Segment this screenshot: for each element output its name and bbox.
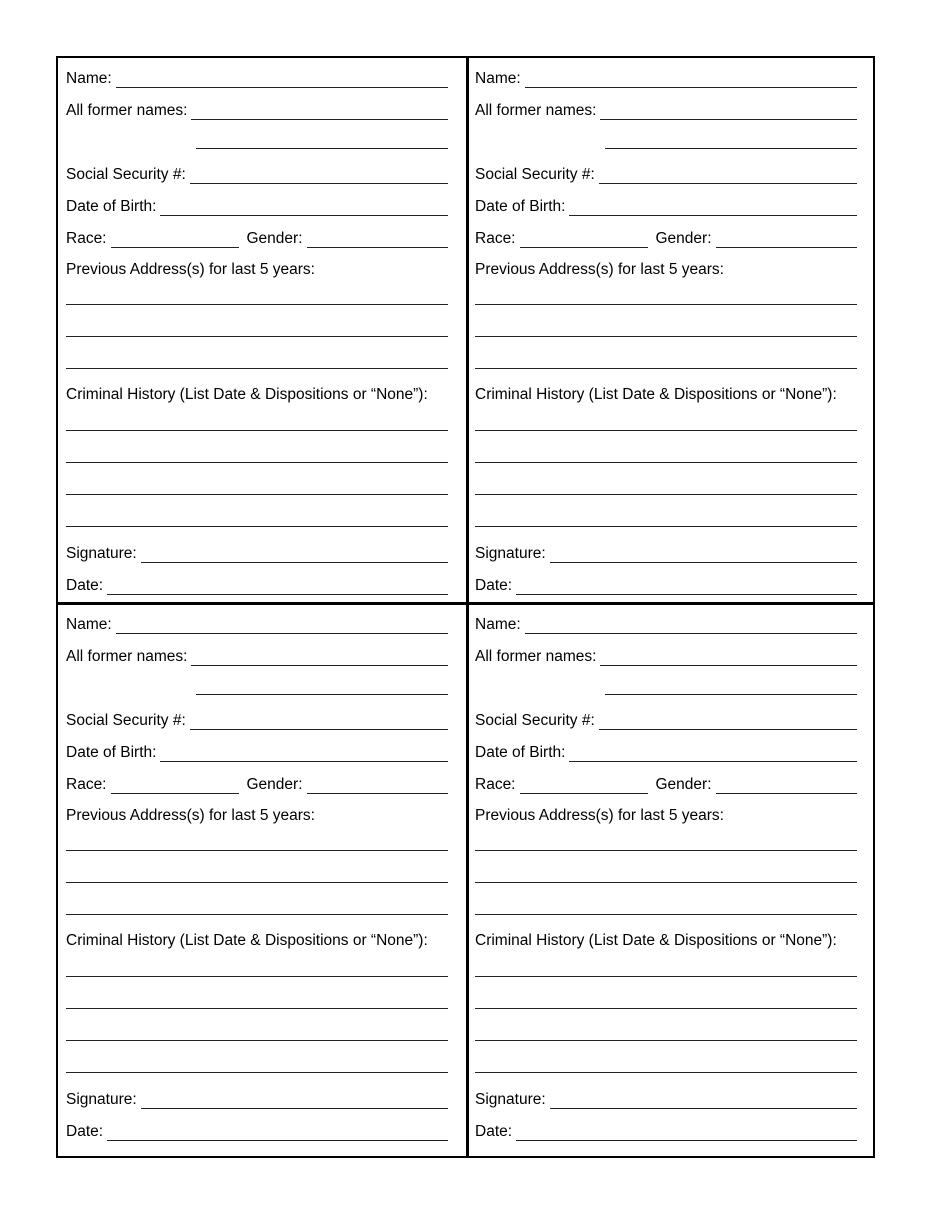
race-gender-row	[66, 774, 448, 794]
dob-label: Date of Birth:	[475, 198, 566, 215]
criminal-history-line-3[interactable]	[475, 494, 857, 495]
criminal-history-line-4[interactable]	[475, 526, 857, 527]
criminal-history-line-3[interactable]	[66, 494, 448, 495]
name-field[interactable]	[116, 617, 448, 634]
former-names-field[interactable]	[191, 649, 448, 666]
signature-row	[66, 543, 448, 563]
name-label: Name:	[475, 70, 521, 87]
name-field[interactable]	[116, 71, 448, 88]
former-names-label: All former names:	[66, 648, 188, 665]
date-row	[475, 575, 857, 595]
address-line-1[interactable]	[66, 304, 448, 305]
ssn-label: Social Security #:	[66, 712, 186, 729]
criminal-history-line-3[interactable]	[66, 1040, 448, 1041]
race-field[interactable]	[111, 777, 239, 794]
dob-field[interactable]	[569, 199, 857, 216]
race-field[interactable]	[520, 777, 648, 794]
signature-label: Signature:	[66, 545, 137, 562]
date-row	[66, 575, 448, 595]
dob-field[interactable]	[160, 199, 448, 216]
race-gender-row	[475, 774, 857, 794]
criminal-history-line-2[interactable]	[66, 462, 448, 463]
address-line-2[interactable]	[475, 336, 857, 337]
criminal-history-line-2[interactable]	[66, 1008, 448, 1009]
gender-label: Gender:	[246, 230, 303, 247]
signature-field[interactable]	[550, 546, 857, 563]
date-field[interactable]	[107, 578, 448, 595]
gender-label: Gender:	[655, 776, 712, 793]
dob-field[interactable]	[569, 745, 857, 762]
addresses-label: Previous Address(s) for last 5 years:	[475, 807, 724, 824]
signature-field[interactable]	[141, 546, 448, 563]
race-label: Race:	[475, 776, 516, 793]
date-label: Date:	[66, 577, 104, 594]
ssn-row	[66, 710, 448, 730]
address-line-3[interactable]	[66, 368, 448, 369]
former-names-field[interactable]	[600, 103, 857, 120]
gender-field[interactable]	[716, 777, 857, 794]
criminal-history-line-1[interactable]	[66, 430, 448, 431]
name-label: Name:	[66, 70, 112, 87]
ssn-row	[475, 164, 857, 184]
former-names-label: All former names:	[66, 102, 188, 119]
date-field[interactable]	[516, 1124, 857, 1141]
name-row	[66, 68, 448, 88]
address-line-1[interactable]	[475, 304, 857, 305]
dob-row	[66, 742, 448, 762]
signature-label: Signature:	[66, 1091, 137, 1108]
criminal-history-line-1[interactable]	[66, 976, 448, 977]
gender-label: Gender:	[246, 776, 303, 793]
criminal-history-label: Criminal History (List Date & Dispositions or “None”):	[475, 932, 837, 949]
race-field[interactable]	[520, 231, 648, 248]
criminal-history-line-4[interactable]	[66, 1072, 448, 1073]
ssn-row	[66, 164, 448, 184]
ssn-row	[475, 710, 857, 730]
addresses-label: Previous Address(s) for last 5 years:	[66, 261, 315, 278]
address-line-1[interactable]	[475, 850, 857, 851]
dob-row	[475, 196, 857, 216]
former-names-field-2[interactable]	[605, 694, 857, 695]
former-names-field[interactable]	[191, 103, 448, 120]
ssn-field[interactable]	[190, 713, 448, 730]
criminal-history-line-1[interactable]	[475, 430, 857, 431]
race-label: Race:	[475, 230, 516, 247]
dob-row	[66, 196, 448, 216]
signature-row	[66, 1089, 448, 1109]
date-label: Date:	[66, 1123, 104, 1140]
former-names-field[interactable]	[600, 649, 857, 666]
signature-label: Signature:	[475, 545, 546, 562]
name-row	[475, 614, 857, 634]
ssn-field[interactable]	[599, 167, 857, 184]
dob-label: Date of Birth:	[475, 744, 566, 761]
race-gender-row	[66, 228, 448, 248]
address-line-2[interactable]	[66, 336, 448, 337]
signature-row	[475, 1089, 857, 1109]
former-names-row	[66, 100, 448, 120]
criminal-history-line-4[interactable]	[475, 1072, 857, 1073]
name-row	[66, 614, 448, 634]
race-field[interactable]	[111, 231, 239, 248]
criminal-history-line-2[interactable]	[475, 1008, 857, 1009]
date-field[interactable]	[516, 578, 857, 595]
name-row	[475, 68, 857, 88]
race-gender-row	[475, 228, 857, 248]
criminal-history-line-4[interactable]	[66, 526, 448, 527]
criminal-history-label: Criminal History (List Date & Dispositions or “None”):	[66, 932, 428, 949]
gender-label: Gender:	[655, 230, 712, 247]
date-field[interactable]	[107, 1124, 448, 1141]
gender-field[interactable]	[307, 231, 448, 248]
ssn-label: Social Security #:	[66, 166, 186, 183]
signature-label: Signature:	[475, 1091, 546, 1108]
name-label: Name:	[66, 616, 112, 633]
applicant-card-top-right	[467, 58, 867, 603]
ssn-label: Social Security #:	[475, 712, 595, 729]
gender-field[interactable]	[716, 231, 857, 248]
criminal-history-line-1[interactable]	[475, 976, 857, 977]
ssn-field[interactable]	[599, 713, 857, 730]
date-row	[66, 1121, 448, 1141]
address-line-3[interactable]	[475, 368, 857, 369]
applicant-card-bottom-left	[58, 604, 458, 1149]
date-row	[475, 1121, 857, 1141]
former-names-field-2[interactable]	[196, 148, 448, 149]
criminal-history-label: Criminal History (List Date & Dispositions or “None”):	[66, 386, 428, 403]
date-label: Date:	[475, 1123, 513, 1140]
former-names-label: All former names:	[475, 648, 597, 665]
former-names-field-2[interactable]	[196, 694, 448, 695]
criminal-history-line-3[interactable]	[475, 1040, 857, 1041]
address-line-2[interactable]	[475, 882, 857, 883]
name-field[interactable]	[525, 617, 857, 634]
former-names-row	[475, 646, 857, 666]
criminal-history-label: Criminal History (List Date & Dispositions or “None”):	[475, 386, 837, 403]
former-names-row	[66, 646, 448, 666]
former-names-row	[475, 100, 857, 120]
signature-row	[475, 543, 857, 563]
address-line-3[interactable]	[66, 914, 448, 915]
addresses-label: Previous Address(s) for last 5 years:	[66, 807, 315, 824]
dob-field[interactable]	[160, 745, 448, 762]
criminal-history-line-2[interactable]	[475, 462, 857, 463]
gender-field[interactable]	[307, 777, 448, 794]
name-label: Name:	[475, 616, 521, 633]
signature-field[interactable]	[550, 1092, 857, 1109]
race-label: Race:	[66, 776, 107, 793]
applicant-card-bottom-right	[467, 604, 867, 1149]
date-label: Date:	[475, 577, 513, 594]
ssn-field[interactable]	[190, 167, 448, 184]
applicant-card-top-left	[58, 58, 458, 603]
race-label: Race:	[66, 230, 107, 247]
ssn-label: Social Security #:	[475, 166, 595, 183]
former-names-field-2[interactable]	[605, 148, 857, 149]
address-line-3[interactable]	[475, 914, 857, 915]
former-names-label: All former names:	[475, 102, 597, 119]
dob-label: Date of Birth:	[66, 198, 157, 215]
address-line-2[interactable]	[66, 882, 448, 883]
dob-label: Date of Birth:	[66, 744, 157, 761]
name-field[interactable]	[525, 71, 857, 88]
signature-field[interactable]	[141, 1092, 448, 1109]
address-line-1[interactable]	[66, 850, 448, 851]
dob-row	[475, 742, 857, 762]
addresses-label: Previous Address(s) for last 5 years:	[475, 261, 724, 278]
